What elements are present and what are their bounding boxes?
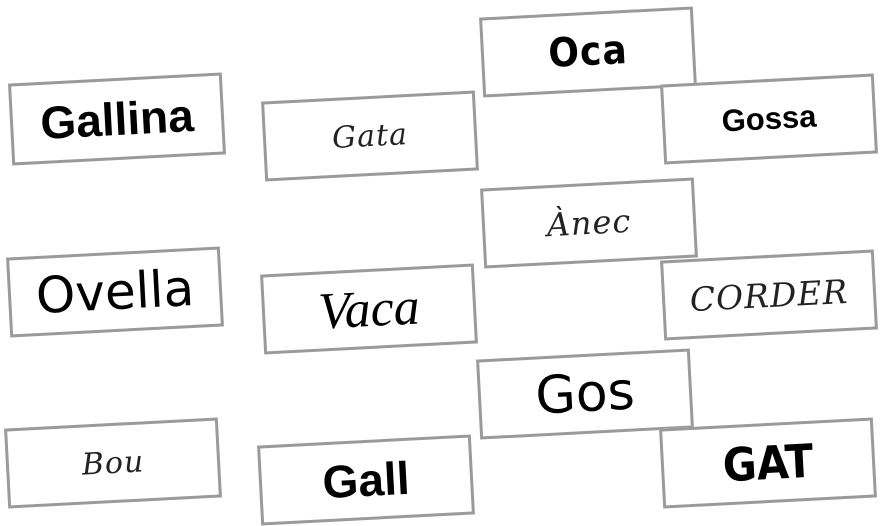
word-card-gos — [476, 348, 694, 439]
word-card-anec — [480, 177, 698, 268]
word-card-gossa — [660, 73, 878, 164]
word-card-label: Bou — [80, 443, 146, 483]
word-card-label: Oca — [547, 26, 629, 78]
word-card-bou — [4, 417, 222, 508]
word-card-label: Gallina — [39, 89, 195, 149]
word-card-label: Gall — [321, 451, 411, 509]
word-card-gall — [257, 434, 475, 525]
word-card-label: Gos — [533, 361, 637, 427]
word-card-corder — [660, 249, 878, 340]
word-card-label: Ovella — [34, 258, 196, 326]
word-card-label: Gossa — [720, 98, 818, 139]
word-card-label: GAT — [721, 433, 815, 493]
word-card-gallina — [8, 72, 226, 165]
word-card-gata — [261, 90, 479, 181]
word-card-gat — [659, 417, 877, 508]
word-card-vaca — [260, 263, 478, 354]
word-card-label: Gata — [331, 116, 409, 156]
word-card-ovella — [6, 246, 224, 337]
word-card-label: CORDER — [688, 271, 850, 319]
word-card-label: Ànec — [545, 201, 633, 245]
word-card-label: Vaca — [317, 277, 421, 341]
